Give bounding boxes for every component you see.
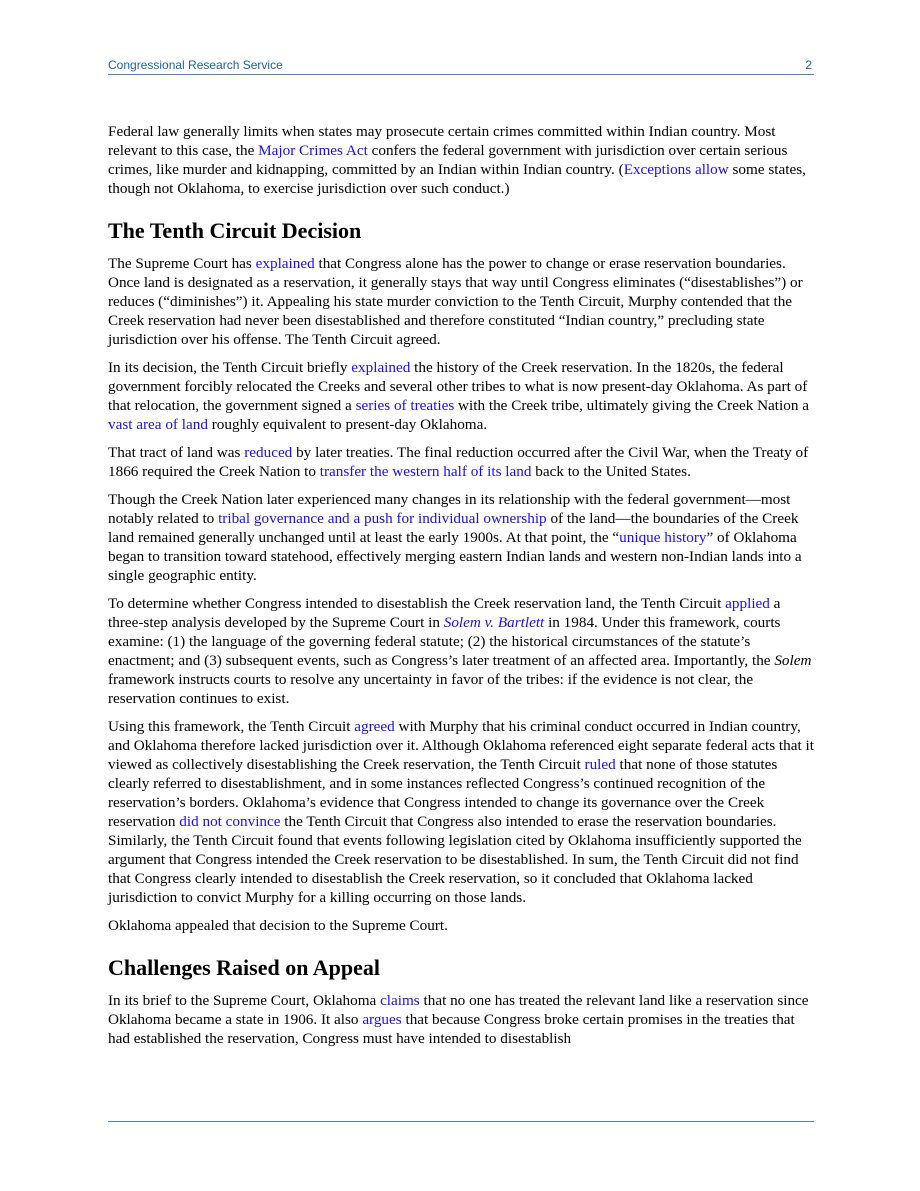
- text: Using this framework, the Tenth Circuit: [108, 718, 355, 735]
- link-claims[interactable]: claims: [380, 992, 420, 1009]
- text: the history of the Creek reservation. In the 1820s, the federal government forcibly relocated the Creeks and several other tribes to what is now present-day Oklahoma. As part of that relocation, the government signed a: [108, 359, 808, 414]
- paragraph: [108, 594, 814, 708]
- link-unique-history[interactable]: unique history: [619, 529, 707, 546]
- paragraph: [108, 254, 814, 349]
- text: by later treaties. The final reduction occurred after the Civil War, when the Treaty of 1866 required the Creek Nation to: [108, 444, 809, 480]
- link-tribal-governance[interactable]: tribal governance and a push for individual ownership: [218, 510, 547, 527]
- text: In its brief to the Supreme Court, Oklahoma: [108, 992, 381, 1009]
- section-heading-challenges: Challenges Raised on Appeal: [108, 955, 380, 980]
- text: that no one has treated the relevant land like a reservation since Oklahoma became a state in 1906. It also: [108, 992, 809, 1028]
- header-organization: Congressional Research Service: [108, 58, 283, 72]
- text: That tract of land was: [108, 444, 245, 461]
- paragraph: [108, 717, 814, 907]
- text: back to the United States.: [531, 463, 691, 480]
- header-rule: [108, 74, 814, 75]
- link-ruled[interactable]: ruled: [584, 756, 616, 773]
- link-reduced[interactable]: reduced: [244, 444, 293, 461]
- link-vast-area-of-land[interactable]: vast area of land: [108, 416, 208, 433]
- link-solem-v-bartlett[interactable]: Solem v. Bartlett: [443, 614, 545, 631]
- text: with Murphy that his criminal conduct occurred in Indian country, and Oklahoma therefore lacked jurisdiction over it. Although Oklahoma referenced eight separate federal acts that it viewed as collectively disestablishing the Creek reservation, the Tenth Circuit: [108, 718, 814, 773]
- link-exceptions-allow[interactable]: Exceptions allow: [623, 161, 729, 178]
- document-body: [108, 122, 814, 1057]
- paragraph: Oklahoma appealed that decision to the Supreme Court.: [108, 917, 448, 934]
- link-major-crimes-act[interactable]: Major Crimes Act: [258, 142, 368, 159]
- text: Though the Creek Nation later experienced many changes in its relationship with the federal government—most notably related to: [108, 491, 791, 527]
- link-series-of-treaties[interactable]: series of treaties: [355, 397, 455, 414]
- link-argues[interactable]: argues: [362, 1011, 402, 1028]
- text: in 1984. Under this framework, courts examine: (1) the language of the governing federal statute; (2) the historical circumstances of the statute’s enactment; and (3) subsequent events, such as Congress’s later treatment of an affected area. Importantly, the: [108, 614, 781, 669]
- paragraph: [108, 358, 814, 434]
- text: that because Congress broke certain promises in the treaties that had established the reservation, Congress must have intended to disestablish: [108, 1011, 795, 1047]
- page-number: 2: [805, 58, 812, 72]
- text: The Supreme Court has: [108, 255, 256, 272]
- text: To determine whether Congress intended to disestablish the Creek reservation land, the Tenth Circuit: [108, 595, 726, 612]
- text: of the land—the boundaries of the Creek land remained generally unchanged until at least the early 1900s. At that point, the “: [108, 510, 799, 546]
- text: with the Creek tribe, ultimately giving the Creek Nation a: [454, 397, 809, 414]
- text: some states, though not Oklahoma, to exercise jurisdiction over such conduct.): [108, 161, 806, 197]
- text: ” of Oklahoma began to transition toward statehood, effectively merging eastern Indian lands and western non-Indian lands into a single geographic entity.: [108, 529, 802, 584]
- intro-paragraph: [108, 122, 814, 198]
- section-heading-tenth-circuit: The Tenth Circuit Decision: [108, 218, 362, 243]
- text: that Congress alone has the power to change or erase reservation boundaries. Once land is designated as a reservation, it generally stays that way until Congress eliminates (“disestablishes”) or reduces (“diminishes”) it. Appealing his state murder conviction to the Tenth Circuit, Murphy contended that the Creek reservation had never been disestablished and therefore constituted “Indian country,” precluding state jurisdiction over his offense. The Tenth Circuit agreed.: [108, 255, 803, 348]
- text: framework instructs courts to resolve any uncertainty in favor of the tribes: if the evidence is not clear, the reservation continues to exist.: [108, 671, 754, 707]
- paragraph: [108, 490, 814, 585]
- text: In its decision, the Tenth Circuit briefly: [108, 359, 352, 376]
- text: the Tenth Circuit that Congress also intended to erase the reservation boundaries. Similarly, the Tenth Circuit found that events following legislation cited by Oklahoma insufficiently supported the argument that Congress intended the Creek reservation to be disestablished. In sum, the Tenth Circuit did not find that Congress clearly intended to disestablish the Creek reservation, so it concluded that Oklahoma lacked jurisdiction to convict Murphy for a killing occurring on those lands.: [108, 813, 802, 906]
- footer-rule: [108, 1121, 814, 1122]
- paragraph: [108, 443, 814, 481]
- link-explained-history[interactable]: explained: [351, 359, 411, 376]
- link-explained[interactable]: explained: [255, 255, 315, 272]
- case-name-solem: Solem: [774, 652, 812, 669]
- link-transfer-western-half[interactable]: transfer the western half of its land: [319, 463, 532, 480]
- link-did-not-convince[interactable]: did not convince: [179, 813, 281, 830]
- text: Federal law generally limits when states may prosecute certain crimes committed within Indian country. Most relevant to this case, the: [108, 123, 776, 159]
- text: that none of those statutes clearly referred to disestablishment, and in some instances reflected Congress’s continued recognition of the reservation’s borders. Oklahoma’s evidence that Congress intended to change its governance over the Creek reservation: [108, 756, 778, 830]
- paragraph: [108, 991, 814, 1048]
- text: a three-step analysis developed by the Supreme Court in: [108, 595, 781, 631]
- link-applied[interactable]: applied: [725, 595, 770, 612]
- page-header: [108, 58, 812, 74]
- text: roughly equivalent to present-day Oklahoma.: [207, 416, 488, 433]
- link-agreed[interactable]: agreed: [354, 718, 395, 735]
- text: confers the federal government with jurisdiction over certain serious crimes, like murder and kidnapping, committed by an Indian within Indian country. (: [108, 142, 788, 178]
